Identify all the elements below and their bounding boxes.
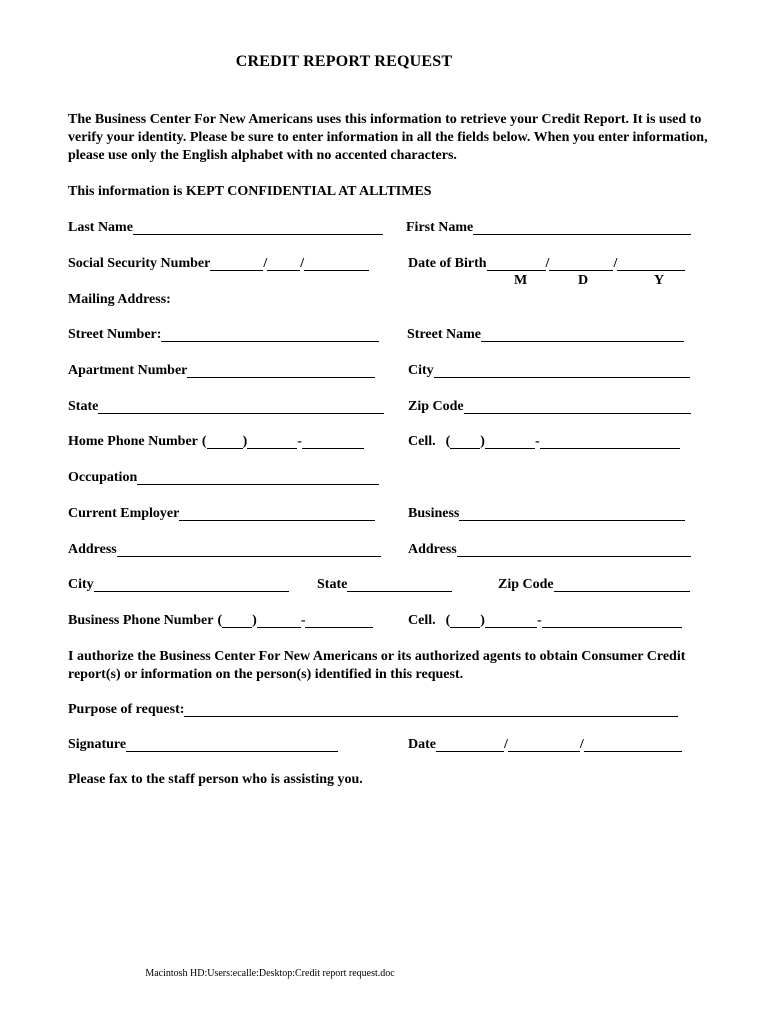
city-input-line[interactable]	[434, 363, 690, 378]
business-cell-suffix-line[interactable]	[542, 613, 682, 628]
business-phone-label: Business Phone Number	[68, 613, 214, 628]
business-phone-field[interactable]	[68, 611, 373, 631]
phone-dash: -	[536, 613, 542, 628]
business-address-label: Address	[408, 542, 457, 557]
ssn-label: Social Security Number	[68, 256, 211, 271]
employer-address-field[interactable]	[68, 540, 381, 560]
ssn-separator: /	[263, 256, 268, 271]
apartment-number-field[interactable]	[68, 361, 375, 381]
signature-label: Signature	[68, 737, 127, 752]
employer-city-input-line[interactable]	[94, 577, 289, 592]
street-name-input-line[interactable]	[481, 327, 684, 342]
last-name-field[interactable]	[68, 218, 383, 238]
business-phone-area-line[interactable]	[222, 613, 252, 628]
purpose-input-line[interactable]	[184, 702, 678, 717]
apartment-number-label: Apartment Number	[68, 363, 188, 378]
date-month-line[interactable]	[436, 737, 504, 752]
business-label: Business	[408, 506, 460, 521]
phone-open-paren: (	[445, 613, 451, 628]
employer-address-label: Address	[68, 542, 117, 557]
date-field[interactable]	[408, 735, 682, 755]
date-year-line[interactable]	[584, 737, 682, 752]
business-cell-prefix-line[interactable]	[485, 613, 537, 628]
apartment-number-input-line[interactable]	[187, 363, 375, 378]
employer-zip-input-line[interactable]	[554, 577, 690, 592]
dob-field[interactable]	[408, 254, 685, 274]
business-address-field[interactable]	[408, 540, 691, 560]
phone-open-paren: (	[217, 613, 223, 628]
street-number-field[interactable]	[68, 325, 379, 345]
employer-zip-field[interactable]	[498, 575, 690, 595]
employer-state-field[interactable]	[317, 575, 452, 595]
phone-open-paren: (	[201, 434, 207, 449]
employer-zip-label: Zip Code	[498, 577, 554, 592]
current-employer-input-line[interactable]	[179, 506, 375, 521]
employer-city-label: City	[68, 577, 94, 592]
fax-instruction: Please fax to the staff person who is assisting you.	[68, 772, 363, 787]
home-phone-field[interactable]	[68, 432, 364, 452]
cell-label: Cell.	[408, 434, 436, 449]
purpose-label: Purpose of request:	[68, 702, 185, 717]
intro-paragraph: The Business Center For New Americans uses this information to retrieve your Credit Report. It is used to verify your identity. Please be sure to enter information in all the fields below. When you enter information, please use only the English alphabet with no accented characters.	[68, 112, 708, 163]
business-cell-area-line[interactable]	[450, 613, 480, 628]
purpose-field[interactable]	[68, 700, 678, 720]
street-number-input-line[interactable]	[161, 327, 379, 342]
ssn-separator: /	[300, 256, 305, 271]
phone-dash: -	[300, 613, 306, 628]
dob-year-hint: Y	[654, 273, 665, 288]
phone-open-paren: (	[445, 434, 451, 449]
business-field[interactable]	[408, 504, 685, 524]
ssn-part1-line[interactable]	[210, 256, 263, 271]
cell-area-line[interactable]	[450, 434, 480, 449]
phone-close-paren: )	[480, 434, 485, 449]
street-name-field[interactable]	[407, 325, 684, 345]
dob-day-hint: D	[578, 273, 589, 288]
date-separator: /	[579, 737, 584, 752]
employer-city-field[interactable]	[68, 575, 289, 595]
employer-state-label: State	[317, 577, 348, 592]
ssn-field[interactable]	[68, 254, 369, 274]
first-name-input-line[interactable]	[473, 220, 691, 235]
date-day-line[interactable]	[508, 737, 580, 752]
business-phone-suffix-line[interactable]	[305, 613, 373, 628]
occupation-input-line[interactable]	[137, 470, 379, 485]
occupation-label: Occupation	[68, 470, 138, 485]
occupation-field[interactable]	[68, 468, 379, 488]
signature-field[interactable]	[68, 735, 338, 755]
business-cell-field[interactable]	[408, 611, 682, 631]
last-name-label: Last Name	[68, 220, 133, 235]
dob-separator: /	[613, 256, 618, 271]
ssn-part2-line[interactable]	[267, 256, 300, 271]
phone-close-paren: )	[480, 613, 485, 628]
street-number-label: Street Number:	[68, 327, 162, 342]
street-name-label: Street Name	[407, 327, 481, 342]
state-field[interactable]	[68, 397, 384, 417]
phone-close-paren: )	[252, 613, 257, 628]
business-cell-label: Cell.	[408, 613, 436, 628]
dob-day-line[interactable]	[549, 256, 613, 271]
dob-label: Date of Birth	[408, 256, 487, 271]
home-phone-label: Home Phone Number	[68, 434, 198, 449]
document-path-footer: Macintosh HD:Users:ecalle:Desktop:Credit report request.doc	[145, 968, 395, 979]
home-phone-prefix-line[interactable]	[247, 434, 297, 449]
cell-suffix-line[interactable]	[540, 434, 680, 449]
zip-code-input-line[interactable]	[464, 399, 691, 414]
city-label: City	[408, 363, 434, 378]
current-employer-label: Current Employer	[68, 506, 180, 521]
current-employer-field[interactable]	[68, 504, 375, 524]
phone-close-paren: )	[242, 434, 248, 449]
signature-input-line[interactable]	[126, 737, 338, 752]
employer-address-input-line[interactable]	[117, 542, 381, 557]
authorization-statement: I authorize the Business Center For New Americans or its authorized agents to obtain Consumer Credit report(s) or information on the person(s) identified in this request.	[68, 649, 686, 682]
first-name-label: First Name	[406, 220, 474, 235]
zip-code-label: Zip Code	[408, 399, 464, 414]
dob-month-line[interactable]	[487, 256, 546, 271]
business-phone-prefix-line[interactable]	[257, 613, 301, 628]
cell-prefix-line[interactable]	[485, 434, 535, 449]
city-field[interactable]	[408, 361, 690, 381]
business-address-input-line[interactable]	[457, 542, 691, 557]
date-label: Date	[408, 737, 436, 752]
zip-code-field[interactable]	[408, 397, 691, 417]
home-phone-suffix-line[interactable]	[302, 434, 364, 449]
confidential-notice: This information is KEPT CONFIDENTIAL AT ALLTIMES	[68, 184, 432, 199]
first-name-field[interactable]	[406, 218, 691, 238]
dob-year-line[interactable]	[617, 256, 685, 271]
ssn-part3-line[interactable]	[304, 256, 369, 271]
state-label: State	[68, 399, 99, 414]
dob-separator: /	[545, 256, 550, 271]
mailing-address-heading	[68, 290, 171, 310]
date-separator: /	[504, 737, 508, 752]
form-title: CREDIT REPORT REQUEST	[235, 53, 453, 70]
last-name-input-line[interactable]	[133, 220, 383, 235]
business-input-line[interactable]	[459, 506, 685, 521]
cell-field[interactable]	[408, 432, 680, 452]
dob-month-hint: M	[514, 273, 528, 288]
mailing-address-label: Mailing Address:	[68, 292, 171, 307]
state-input-line[interactable]	[98, 399, 384, 414]
employer-state-input-line[interactable]	[347, 577, 452, 592]
phone-dash: -	[297, 434, 302, 449]
home-phone-area-line[interactable]	[207, 434, 243, 449]
phone-dash: -	[534, 434, 540, 449]
